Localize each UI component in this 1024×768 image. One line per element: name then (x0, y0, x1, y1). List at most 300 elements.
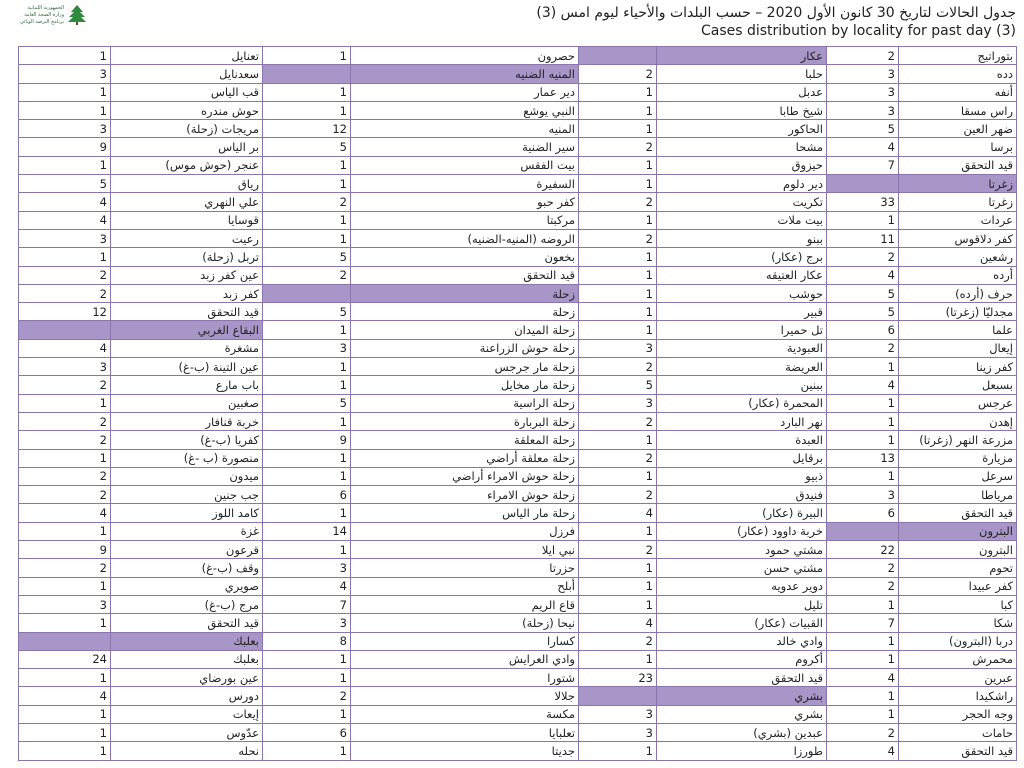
locality-name-cell: البترون (899, 541, 1017, 559)
case-count-cell (827, 522, 899, 540)
case-count-cell: 1 (19, 705, 111, 723)
case-count-cell: 3 (263, 559, 351, 577)
locality-name-cell: زغرتا (899, 193, 1017, 211)
locality-name-cell: عبدين (بشري) (657, 723, 827, 741)
locality-name-cell: حلبا (657, 65, 827, 83)
case-count-cell: 1 (263, 449, 351, 467)
table-row (19, 321, 1017, 339)
locality-name-cell: كفر دلاقوس (899, 229, 1017, 247)
locality-name-cell: القبيات (عكار) (657, 614, 827, 632)
table-row (19, 467, 1017, 485)
case-count-cell: 2 (19, 412, 111, 430)
case-count-cell: 1 (579, 321, 657, 339)
case-count-cell: 4 (19, 339, 111, 357)
case-count-cell (19, 632, 111, 650)
locality-name-cell: بسبعل (899, 376, 1017, 394)
table-row (19, 211, 1017, 229)
table-row (19, 394, 1017, 412)
locality-name-cell: باب مارع (111, 376, 263, 394)
case-count-cell: 3 (827, 101, 899, 119)
locality-name-cell: خربة قنافار (111, 412, 263, 430)
locality-name-cell: تربل (زحلة) (111, 248, 263, 266)
locality-name-cell: بعلبك (111, 650, 263, 668)
case-count-cell: 3 (827, 486, 899, 504)
locality-name-cell: كسارا (351, 632, 579, 650)
locality-name-cell: الحاكور (657, 120, 827, 138)
case-count-cell: 1 (579, 650, 657, 668)
locality-name-cell: قب الياس (111, 83, 263, 101)
locality-name-cell: وجه الحجر (899, 705, 1017, 723)
case-count-cell: 5 (263, 303, 351, 321)
locality-name-cell: بخعون (351, 248, 579, 266)
case-count-cell: 7 (827, 614, 899, 632)
table-row (19, 303, 1017, 321)
case-count-cell: 1 (19, 156, 111, 174)
table-row (19, 632, 1017, 650)
case-count-cell: 2 (263, 687, 351, 705)
case-count-cell: 1 (263, 742, 351, 760)
locality-name-cell: برج (عكار) (657, 248, 827, 266)
case-count-cell: 7 (263, 595, 351, 613)
locality-name-cell: قيد التحقق (111, 303, 263, 321)
case-count-cell: 4 (19, 193, 111, 211)
locality-name-cell: مشغرة (111, 339, 263, 357)
case-count-cell: 1 (263, 229, 351, 247)
case-count-cell: 1 (19, 723, 111, 741)
case-count-cell: 1 (263, 376, 351, 394)
locality-name-cell: حيزوق (657, 156, 827, 174)
locality-name-cell: ببنو (657, 229, 827, 247)
case-count-cell: 4 (827, 266, 899, 284)
case-count-cell: 5 (827, 284, 899, 302)
locality-name-cell: رعيت (111, 229, 263, 247)
locality-name-cell: رياق (111, 175, 263, 193)
locality-name-cell: إهدن (899, 412, 1017, 430)
case-count-cell: 2 (827, 559, 899, 577)
case-count-cell: 1 (579, 156, 657, 174)
locality-name-cell: أرده (899, 266, 1017, 284)
case-count-cell: 24 (19, 650, 111, 668)
table-row (19, 175, 1017, 193)
title-arabic: جدول الحالات لتاريخ 30 كانون الأول 2020 – حسب البلدات والأحياء ليوم امس (3) (536, 5, 1016, 21)
case-count-cell: 1 (19, 449, 111, 467)
locality-name-cell: مركبتا (351, 211, 579, 229)
case-count-cell: 3 (19, 120, 111, 138)
case-count-cell: 1 (579, 467, 657, 485)
locality-name-cell: صويري (111, 577, 263, 595)
logo-line-2: وزارة الصحة العامة (24, 12, 64, 18)
locality-name-cell: زحلة حوش الامراء أراضي (351, 467, 579, 485)
case-count-cell: 1 (19, 742, 111, 760)
logo-text (6, 5, 64, 26)
locality-name-cell: فنيدق (657, 486, 827, 504)
district-header-cell: البترون (899, 522, 1017, 540)
district-header-cell: بعلبك (111, 632, 263, 650)
case-count-cell (19, 321, 111, 339)
locality-name-cell: زحلة مار مخايل (351, 376, 579, 394)
locality-name-cell: الروضه (المنيه-الضنيه) (351, 229, 579, 247)
locality-name-cell: قيد التحقق (111, 614, 263, 632)
case-count-cell: 2 (827, 339, 899, 357)
table-row (19, 339, 1017, 357)
locality-name-cell: كفر زبد (111, 284, 263, 302)
locality-name-cell: سرعل (899, 467, 1017, 485)
locality-name-cell: كبا (899, 595, 1017, 613)
locality-name-cell: مرج (ب-غ) (111, 595, 263, 613)
case-count-cell: 2 (19, 266, 111, 284)
case-count-cell: 6 (827, 321, 899, 339)
locality-name-cell: زحلة مار الياس (351, 504, 579, 522)
case-count-cell: 2 (579, 138, 657, 156)
case-count-cell: 2 (579, 486, 657, 504)
case-count-cell: 1 (263, 650, 351, 668)
locality-name-cell: منصورة (ب -غ) (111, 449, 263, 467)
case-count-cell: 1 (19, 669, 111, 687)
locality-name-cell: وادي العرايش (351, 650, 579, 668)
case-count-cell (579, 47, 657, 65)
locality-name-cell: طورزا (657, 742, 827, 760)
case-count-cell: 1 (263, 541, 351, 559)
locality-name-cell: دورس (111, 687, 263, 705)
case-count-cell: 4 (19, 211, 111, 229)
locality-name-cell: عين بورضاي (111, 669, 263, 687)
district-header-cell: زغرتا (899, 175, 1017, 193)
table-row (19, 284, 1017, 302)
locality-name-cell: جب جنين (111, 486, 263, 504)
case-count-cell: 1 (19, 83, 111, 101)
case-count-cell: 1 (263, 175, 351, 193)
case-count-cell: 23 (579, 669, 657, 687)
case-count-cell: 6 (827, 504, 899, 522)
case-count-cell: 14 (263, 522, 351, 540)
district-header-cell: المنيه الضنيه (351, 65, 579, 83)
case-count-cell: 1 (579, 303, 657, 321)
case-count-cell: 3 (263, 614, 351, 632)
case-count-cell: 2 (19, 559, 111, 577)
case-count-cell: 1 (579, 431, 657, 449)
case-count-cell: 12 (263, 120, 351, 138)
case-count-cell: 1 (579, 211, 657, 229)
case-count-cell: 1 (263, 321, 351, 339)
locality-name-cell: زحلة البربارة (351, 412, 579, 430)
case-count-cell: 2 (827, 47, 899, 65)
case-count-cell: 1 (827, 705, 899, 723)
case-count-cell: 5 (579, 376, 657, 394)
table-row (19, 669, 1017, 687)
locality-name-cell: راشكيدا (899, 687, 1017, 705)
locality-name-cell: كفر حبو (351, 193, 579, 211)
case-count-cell: 5 (263, 248, 351, 266)
locality-name-cell: ميدون (111, 467, 263, 485)
table-row (19, 229, 1017, 247)
case-count-cell: 1 (827, 394, 899, 412)
locality-name-cell: ذبيو (657, 467, 827, 485)
locality-name-cell: زحلة حوش الامراء (351, 486, 579, 504)
case-count-cell: 22 (827, 541, 899, 559)
locality-name-cell: حامات (899, 723, 1017, 741)
locality-name-cell: تعنايل (111, 47, 263, 65)
case-count-cell: 2 (579, 412, 657, 430)
case-count-cell: 1 (579, 266, 657, 284)
locality-name-cell: سير الضنية (351, 138, 579, 156)
locality-name-cell: أنفه (899, 83, 1017, 101)
cases-table (18, 46, 1017, 761)
case-count-cell: 1 (579, 83, 657, 101)
ministry-logo (6, 2, 88, 30)
case-count-cell: 2 (579, 449, 657, 467)
case-count-cell: 1 (579, 595, 657, 613)
locality-name-cell: إيعات (111, 705, 263, 723)
case-count-cell: 2 (579, 193, 657, 211)
case-count-cell: 1 (263, 669, 351, 687)
case-count-cell: 1 (19, 47, 111, 65)
table-row (19, 376, 1017, 394)
locality-name-cell: عين التينة (ب-غ) (111, 358, 263, 376)
locality-name-cell: بر الياس (111, 138, 263, 156)
table-row (19, 65, 1017, 83)
case-count-cell: 5 (19, 175, 111, 193)
locality-name-cell: تحوم (899, 559, 1017, 577)
locality-name-cell: قيد التحقق (899, 742, 1017, 760)
locality-name-cell: عرجس (899, 394, 1017, 412)
locality-name-cell: شكا (899, 614, 1017, 632)
case-count-cell: 12 (19, 303, 111, 321)
logo-line-1: الجمهورية اللبنانية (27, 5, 64, 11)
case-count-cell: 1 (827, 358, 899, 376)
locality-name-cell: عكار العتيقه (657, 266, 827, 284)
case-count-cell: 1 (827, 632, 899, 650)
case-count-cell: 5 (827, 120, 899, 138)
locality-name-cell: مشتي حسن (657, 559, 827, 577)
locality-name-cell: شتورا (351, 669, 579, 687)
locality-name-cell: العبدة (657, 431, 827, 449)
case-count-cell: 4 (263, 577, 351, 595)
page-titles (536, 4, 1016, 40)
case-count-cell: 2 (579, 632, 657, 650)
case-count-cell: 1 (263, 705, 351, 723)
locality-name-cell: محمرش (899, 650, 1017, 668)
locality-name-cell: فرزل (351, 522, 579, 540)
case-count-cell: 1 (263, 504, 351, 522)
case-count-cell: 9 (19, 138, 111, 156)
case-count-cell: 2 (19, 486, 111, 504)
district-header-cell: البقاع الغربي (111, 321, 263, 339)
case-count-cell: 4 (827, 669, 899, 687)
locality-name-cell: مجدليّا (زغرتا) (899, 303, 1017, 321)
case-count-cell: 4 (19, 504, 111, 522)
locality-name-cell: عدّوس (111, 723, 263, 741)
case-count-cell: 6 (263, 723, 351, 741)
cedar-tree-icon (66, 4, 88, 26)
locality-name-cell: بشري (657, 705, 827, 723)
locality-name-cell: المحمرة (عكار) (657, 394, 827, 412)
locality-name-cell: عدبل (657, 83, 827, 101)
table-row (19, 705, 1017, 723)
locality-name-cell: قيد التحقق (657, 669, 827, 687)
case-count-cell: 1 (827, 412, 899, 430)
case-count-cell: 5 (827, 303, 899, 321)
locality-name-cell: برسا (899, 138, 1017, 156)
case-count-cell: 4 (827, 138, 899, 156)
locality-name-cell: حزرتا (351, 559, 579, 577)
case-count-cell: 3 (579, 339, 657, 357)
table-row (19, 486, 1017, 504)
locality-name-cell: دير دلوم (657, 175, 827, 193)
case-count-cell: 1 (579, 577, 657, 595)
table-row (19, 120, 1017, 138)
locality-name-cell: كفر زينا (899, 358, 1017, 376)
locality-name-cell: كفر عبيدا (899, 577, 1017, 595)
case-count-cell: 33 (827, 193, 899, 211)
locality-name-cell: النبي يوشع (351, 101, 579, 119)
locality-name-cell: أبلح (351, 577, 579, 595)
locality-name-cell: العريضة (657, 358, 827, 376)
case-count-cell: 1 (263, 101, 351, 119)
locality-name-cell: مزيارة (899, 449, 1017, 467)
locality-name-cell: قيد التحقق (899, 156, 1017, 174)
case-count-cell: 1 (579, 248, 657, 266)
locality-name-cell: مشتي حمود (657, 541, 827, 559)
table-row (19, 101, 1017, 119)
locality-name-cell: مزرعة النهر (زغرتا) (899, 431, 1017, 449)
district-header-cell: عكار (657, 47, 827, 65)
case-count-cell: 1 (263, 47, 351, 65)
locality-name-cell: زحلة الراسية (351, 394, 579, 412)
case-count-cell: 8 (263, 632, 351, 650)
case-count-cell: 3 (19, 65, 111, 83)
case-count-cell: 3 (19, 358, 111, 376)
case-count-cell: 2 (19, 467, 111, 485)
case-count-cell: 1 (263, 211, 351, 229)
case-count-cell: 2 (19, 431, 111, 449)
case-count-cell (263, 65, 351, 83)
locality-name-cell: السفيرة (351, 175, 579, 193)
table-row (19, 248, 1017, 266)
locality-name-cell: كفريا (ب-غ) (111, 431, 263, 449)
case-count-cell: 1 (19, 101, 111, 119)
case-count-cell (263, 284, 351, 302)
case-count-cell: 2 (263, 193, 351, 211)
district-header-cell: زحلة (351, 284, 579, 302)
case-count-cell: 1 (827, 431, 899, 449)
locality-name-cell: بيت الفقس (351, 156, 579, 174)
case-count-cell: 2 (579, 358, 657, 376)
locality-name-cell: قيد التحقق (351, 266, 579, 284)
case-count-cell: 5 (263, 138, 351, 156)
locality-name-cell: عبرين (899, 669, 1017, 687)
table-row (19, 47, 1017, 65)
case-count-cell: 5 (263, 394, 351, 412)
table-row (19, 522, 1017, 540)
logo-line-3: برنامج الترصد الوبائي (19, 19, 64, 25)
case-count-cell: 2 (19, 376, 111, 394)
locality-name-cell: قبير (657, 303, 827, 321)
locality-name-cell: كامد اللوز (111, 504, 263, 522)
locality-name-cell: البيرة (عكار) (657, 504, 827, 522)
case-count-cell: 1 (263, 358, 351, 376)
locality-name-cell: أكروم (657, 650, 827, 668)
locality-name-cell: بتوراتيج (899, 47, 1017, 65)
locality-name-cell: إيعال (899, 339, 1017, 357)
table-row (19, 266, 1017, 284)
case-count-cell: 1 (19, 577, 111, 595)
case-count-cell: 3 (19, 229, 111, 247)
locality-name-cell: بيت ملات (657, 211, 827, 229)
case-count-cell: 1 (827, 595, 899, 613)
case-count-cell: 3 (579, 394, 657, 412)
district-header-cell: بشري (657, 687, 827, 705)
locality-name-cell: خربة داوود (عكار) (657, 522, 827, 540)
case-count-cell: 1 (827, 467, 899, 485)
locality-name-cell: عنجر (حوش موس) (111, 156, 263, 174)
locality-name-cell: حرف (أرده) (899, 284, 1017, 302)
locality-name-cell: تل حميرا (657, 321, 827, 339)
locality-name-cell: قرعون (111, 541, 263, 559)
table-row (19, 723, 1017, 741)
locality-name-cell: زحلة معلقة أراضي (351, 449, 579, 467)
case-count-cell (827, 175, 899, 193)
table-row (19, 742, 1017, 760)
case-count-cell: 1 (579, 559, 657, 577)
cases-table-body (19, 47, 1017, 761)
locality-name-cell: دوير عدويه (657, 577, 827, 595)
locality-name-cell: ببنين (657, 376, 827, 394)
table-row (19, 412, 1017, 430)
case-count-cell: 6 (263, 486, 351, 504)
locality-name-cell: وقف (ب-غ) (111, 559, 263, 577)
case-count-cell: 4 (827, 376, 899, 394)
locality-name-cell: زحلة (351, 303, 579, 321)
locality-name-cell: قوسايا (111, 211, 263, 229)
locality-name-cell: دده (899, 65, 1017, 83)
case-count-cell: 1 (263, 156, 351, 174)
case-count-cell: 1 (263, 467, 351, 485)
table-row (19, 83, 1017, 101)
locality-name-cell: المنيه (351, 120, 579, 138)
locality-name-cell: نحله (111, 742, 263, 760)
table-row (19, 577, 1017, 595)
case-count-cell: 2 (827, 723, 899, 741)
case-count-cell: 3 (263, 339, 351, 357)
table-row (19, 156, 1017, 174)
locality-name-cell: مرياطا (899, 486, 1017, 504)
locality-name-cell: نبي ايلا (351, 541, 579, 559)
case-count-cell: 3 (579, 705, 657, 723)
case-count-cell: 1 (827, 650, 899, 668)
case-count-cell: 1 (579, 284, 657, 302)
locality-name-cell: سعدنايل (111, 65, 263, 83)
table-row (19, 559, 1017, 577)
case-count-cell: 1 (19, 614, 111, 632)
locality-name-cell: ضهر العين (899, 120, 1017, 138)
table-row (19, 431, 1017, 449)
locality-name-cell: راس مسقا (899, 101, 1017, 119)
case-count-cell (579, 687, 657, 705)
case-count-cell: 9 (19, 541, 111, 559)
locality-name-cell: زحلة المعلقة (351, 431, 579, 449)
locality-name-cell: حوشب (657, 284, 827, 302)
locality-name-cell: مشحا (657, 138, 827, 156)
table-row (19, 595, 1017, 613)
case-count-cell: 4 (19, 687, 111, 705)
case-count-cell: 2 (19, 284, 111, 302)
locality-name-cell: علما (899, 321, 1017, 339)
table-row (19, 614, 1017, 632)
case-count-cell: 4 (579, 614, 657, 632)
case-count-cell: 3 (827, 83, 899, 101)
case-count-cell: 3 (827, 65, 899, 83)
case-count-cell: 2 (263, 266, 351, 284)
